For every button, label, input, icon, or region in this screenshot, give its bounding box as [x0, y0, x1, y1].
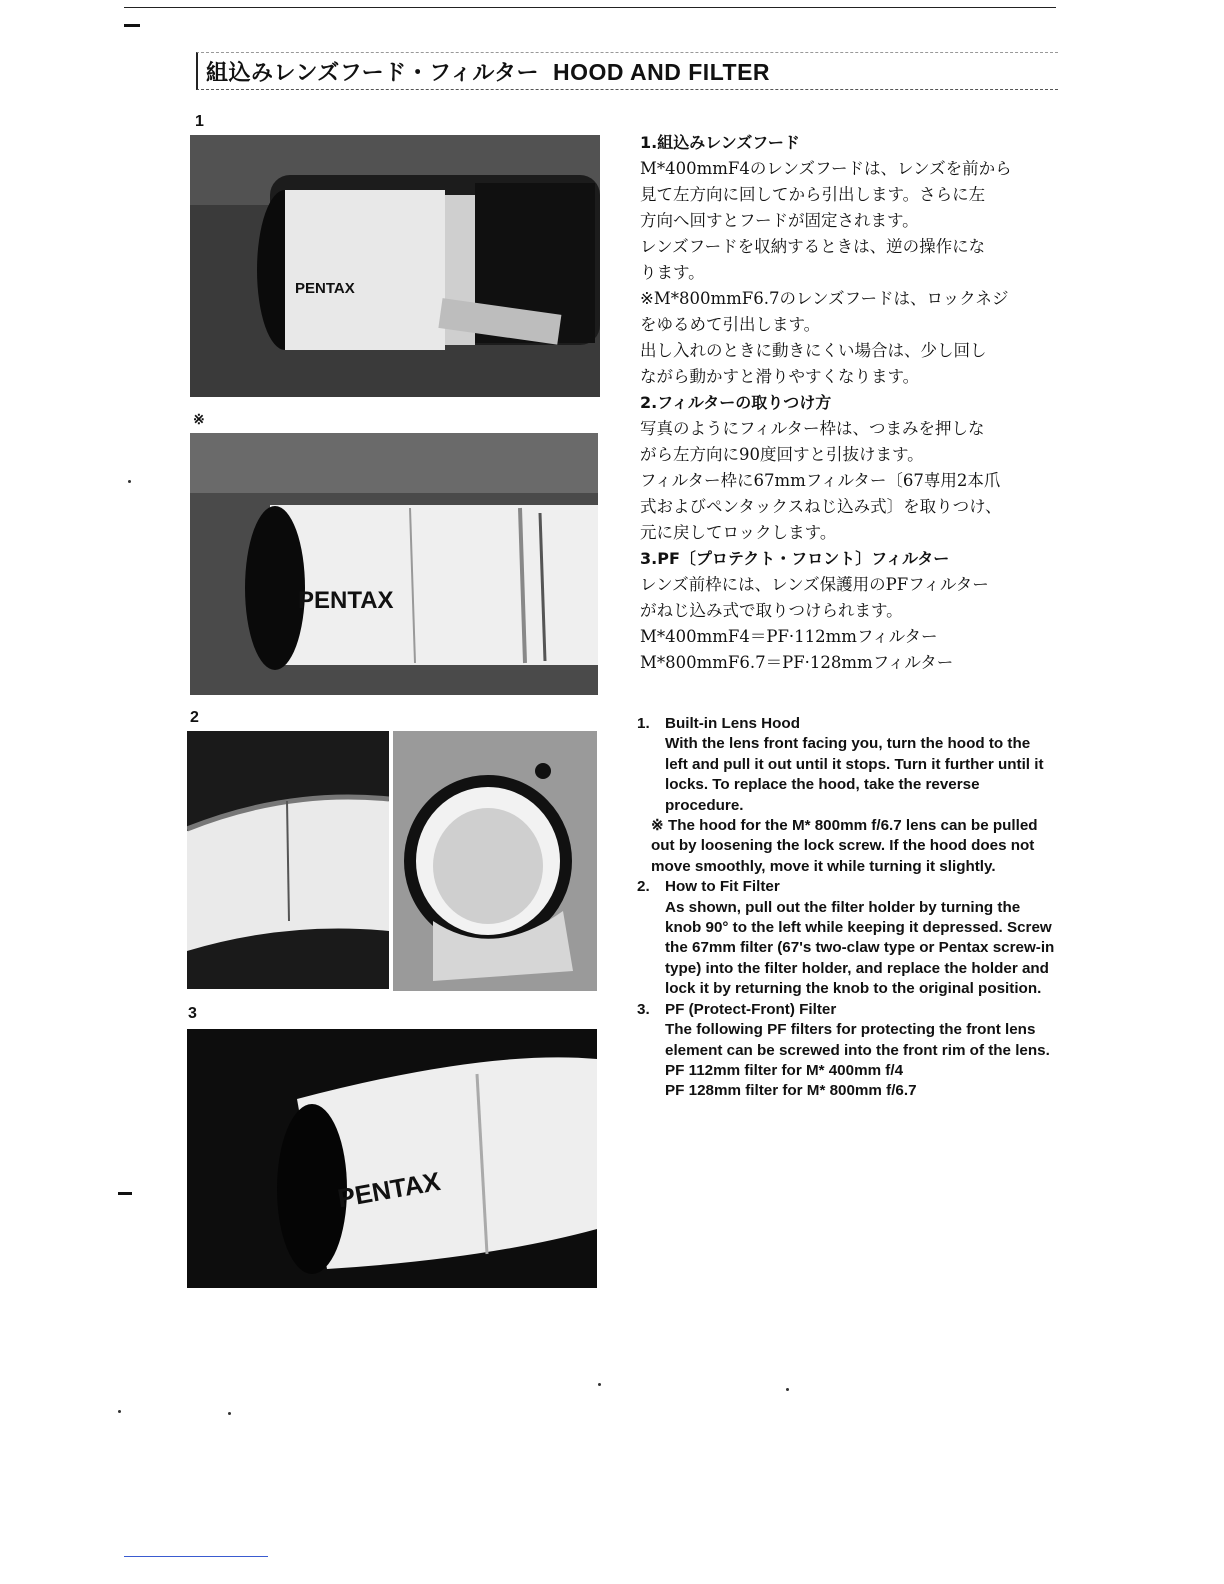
scan-speck — [786, 1388, 789, 1391]
figure-1b-photo — [190, 433, 598, 695]
en-item-number: 1. — [637, 715, 650, 732]
jp-section-2-heading: 2.フィルターの取りつけ方 — [640, 393, 832, 412]
jp-line: 元に戻してロックします。 — [640, 523, 837, 542]
figure-3-brand: PENTAX — [335, 1165, 443, 1214]
en-paragraph: ※ The hood for the M* 800mm f/6.7 lens can be pulled out by loosening the lock screw. If the hood does not move smoothly, move it while turning it slightly. — [651, 817, 1038, 875]
jp-line: 方向へ回すとフードが固定されます。 — [640, 211, 919, 230]
figure-3-label: 3 — [188, 1005, 197, 1022]
jp-line: 写真のようにフィルター枠は、つまみを押しな — [640, 419, 985, 438]
english-text-section — [637, 714, 1057, 1102]
figure-2b-photo — [393, 731, 597, 991]
scan-speck — [118, 1410, 121, 1413]
jp-line: レンズフードを収納するときは、逆の操作にな — [640, 237, 986, 256]
scan-speck — [128, 480, 131, 483]
en-item-title: Built-in Lens Hood — [665, 715, 800, 732]
jp-line: ながら動かすと滑りやすくなります。 — [640, 367, 920, 386]
jp-line: フィルター枠に67mmフィルター〔67専用2本爪 — [640, 471, 1001, 490]
figure-1-brand: PENTAX — [295, 280, 355, 297]
en-item-3 — [637, 1000, 1057, 1102]
footer-rule — [124, 1556, 268, 1557]
jp-line: がら左方向に90度回すと引抜けます。 — [640, 445, 924, 464]
en-paragraph: As shown, pull out the filter holder by turning the knob 90° to the left while keeping it depressed. Screw the 67mm filter (67's two-claw type or Pentax screw-in type) into the filter holder, and replace the holder and lock it by returning the knob to the original position. — [665, 898, 1055, 998]
jp-section-1-heading: 1.組込みレンズフード — [640, 133, 800, 152]
en-item-number: 3. — [637, 1000, 650, 1018]
japanese-text-section — [640, 130, 1060, 676]
jp-line: をゆるめて引出します。 — [640, 315, 821, 334]
margin-mark — [118, 1192, 132, 1195]
en-paragraph: With the lens front facing you, turn the hood to the left and pull it out until it stops. Turn it further until it locks. To replace the hood, take the reverse procedure. — [665, 735, 1044, 814]
jp-line: ります。 — [640, 263, 705, 282]
jp-line: M*400mmF4のレンズフードは、レンズを前から — [640, 159, 1012, 178]
jp-line: 出し入れのときに動きにくい場合は、少し回し — [640, 341, 987, 360]
figure-1b-label: ※ — [193, 411, 205, 427]
figure-1b-brand: PENTAX — [298, 587, 394, 614]
jp-line: ※M*800mmF6.7のレンズフードは、ロックネジ — [640, 289, 1009, 308]
jp-section-3-heading: 3.PF〔プロテクト・フロント〕フィルター — [640, 549, 950, 568]
en-paragraph: The following PF filters for protecting the front lens element can be screwed into the front rim of the lens. — [665, 1021, 1050, 1059]
en-paragraph: PF 128mm filter for M* 800mm f/6.7 — [665, 1082, 917, 1100]
margin-mark — [124, 24, 140, 27]
jp-line: 式およびペンタックスねじ込み式〕を取りつけ、 — [640, 497, 1002, 516]
en-item-2 — [637, 877, 1057, 999]
figure-2a-photo — [187, 731, 389, 989]
jp-line: がねじ込み式で取りつけられます。 — [640, 601, 903, 620]
section-title-jp: 組込みレンズフード・フィルター — [206, 61, 539, 86]
figure-2-label: 2 — [190, 709, 199, 726]
en-item-title: PF (Protect-Front) Filter — [665, 1000, 837, 1018]
figure-1-photo — [190, 135, 600, 397]
section-title-en: HOOD AND FILTER — [553, 59, 771, 85]
jp-line: レンズ前枠には、レンズ保護用のPFフィルター — [640, 575, 989, 594]
jp-line: M*800mmF6.7＝PF·128mmフィルター — [640, 653, 954, 672]
en-item-1 — [637, 714, 1057, 877]
scan-speck — [598, 1383, 601, 1386]
jp-line: M*400mmF4＝PF·112mmフィルター — [640, 627, 938, 646]
en-item-title: How to Fit Filter — [665, 878, 780, 896]
top-rule — [124, 7, 1056, 8]
figure-1-label: 1 — [195, 113, 204, 130]
section-title — [206, 56, 770, 87]
en-paragraph: PF 112mm filter for M* 400mm f/4 — [665, 1061, 904, 1079]
jp-line: 見て左方向に回してから引出します。さらに左 — [640, 185, 986, 204]
scan-speck — [228, 1412, 231, 1415]
figure-3-photo — [187, 1029, 597, 1288]
en-item-number: 2. — [637, 878, 650, 896]
